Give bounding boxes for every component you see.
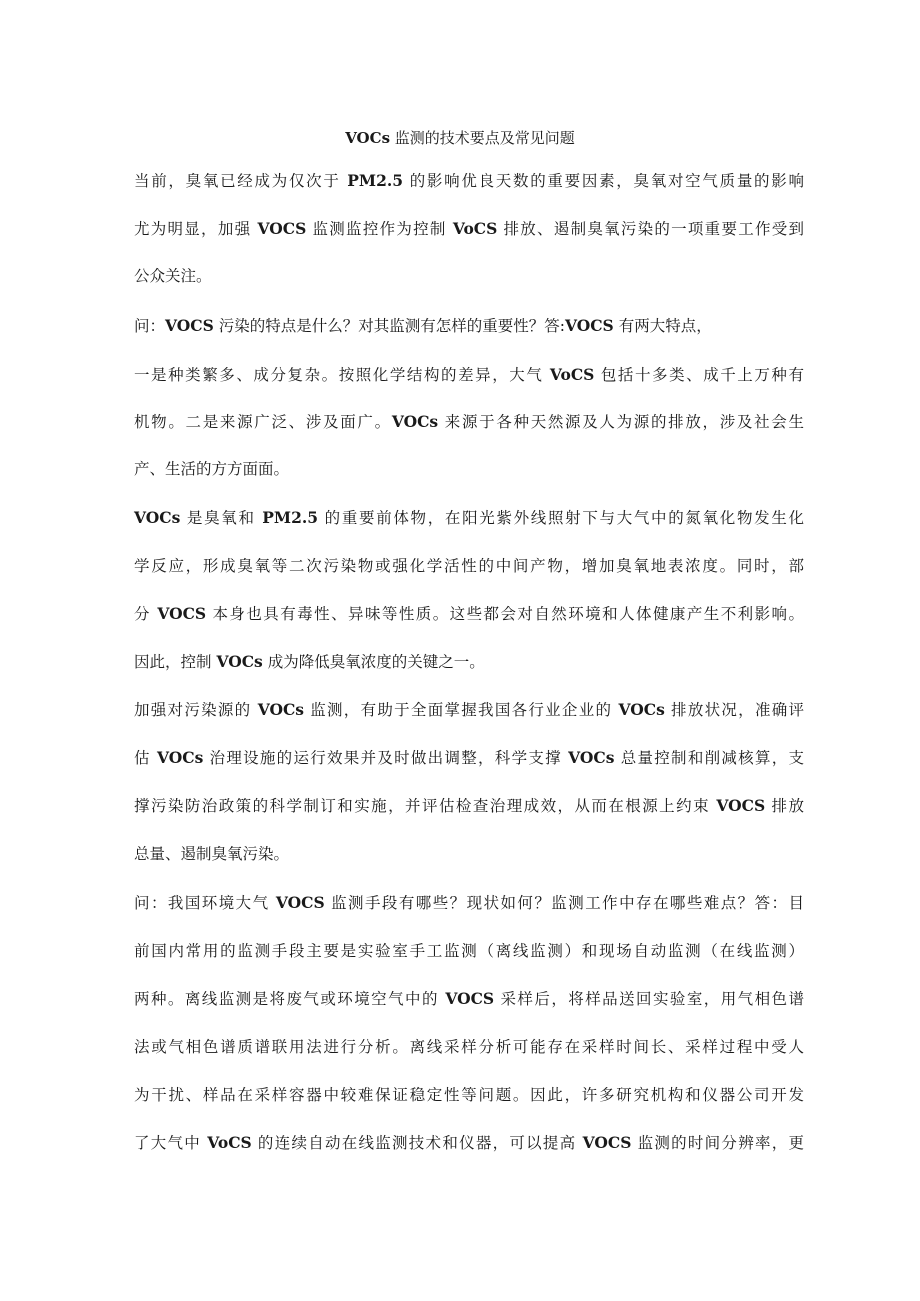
document-line: 公众关注。 bbox=[134, 267, 212, 285]
document-line: 因此，控制 VOCs 成为降低臭氧浓度的关键之一。 bbox=[134, 652, 485, 671]
document-line: VOCs 是臭氧和 PM2.5 的重要前体物，在阳光紫外线照射下与大气中的氮氧化物发生化 bbox=[134, 508, 804, 527]
document-line: 为干扰、样品在采样容器中较难保证稳定性等问题。因此，许多研究机构和仪器公司开发 bbox=[134, 1086, 804, 1104]
document-line: 撑污染防治政策的科学制订和实施，并评估检查治理成效，从而在根源上约束 VOCS 排放 bbox=[134, 796, 804, 815]
document-title: VOCs 监测的技术要点及常见问题 bbox=[345, 129, 575, 147]
document-line: 法或气相色谱质谱联用法进行分析。离线采样分析可能存在采样时间长、采样过程中受人 bbox=[134, 1038, 804, 1056]
document-line: 当前，臭氧已经成为仅次于 PM2.5 的影响优良天数的重要因素，臭氧对空气质量的影响 bbox=[134, 171, 804, 190]
document-line: 问：我国环境大气 VOCS 监测手段有哪些？现状如何？监测工作中存在哪些难点？答：目 bbox=[134, 893, 804, 912]
document-line: 了大气中 VoCS 的连续自动在线监测技术和仪器，可以提高 VOCS 监测的时间分辨率，更 bbox=[134, 1133, 804, 1152]
document-line: 前国内常用的监测手段主要是实验室手工监测（离线监测）和现场自动监测（在线监测） bbox=[134, 942, 804, 960]
document-line: 机物。二是来源广泛、涉及面广。VOCs 来源于各种天然源及人为源的排放，涉及社会生 bbox=[134, 412, 804, 431]
document-line: 产、生活的方方面面。 bbox=[134, 460, 290, 478]
document-line: 尤为明显，加强 VOCS 监测监控作为控制 VoCS 排放、遏制臭氧污染的一项重要工作受到 bbox=[134, 219, 804, 238]
document-line: 估 VOCs 治理设施的运行效果并及时做出调整，科学支撑 VOCs 总量控制和削减核算，支 bbox=[134, 748, 805, 767]
document-line: 学反应，形成臭氧等二次污染物或强化学活性的中间产物，增加臭氧地表浓度。同时，部 bbox=[134, 557, 804, 575]
document-line: 总量、遏制臭氧污染。 bbox=[134, 845, 290, 863]
document-line: 分 VOCS 本身也具有毒性、异味等性质。这些都会对自然环境和人体健康产生不利影响。 bbox=[134, 604, 804, 623]
document-line: 一是种类繁多、成分复杂。按照化学结构的差异，大气 VoCS 包括十多类、成千上万种有 bbox=[134, 365, 804, 384]
document-line: 两种。离线监测是将废气或环境空气中的 VOCS 采样后，将样品送回实验室，用气相色谱 bbox=[134, 989, 804, 1008]
document-line: 加强对污染源的 VOCs 监测，有助于全面掌握我国各行业企业的 VOCs 排放状况，准确评 bbox=[134, 700, 805, 719]
document-line: 问：VOCS 污染的特点是什么？对其监测有怎样的重要性？答:VOCS 有两大特点， bbox=[134, 316, 712, 335]
